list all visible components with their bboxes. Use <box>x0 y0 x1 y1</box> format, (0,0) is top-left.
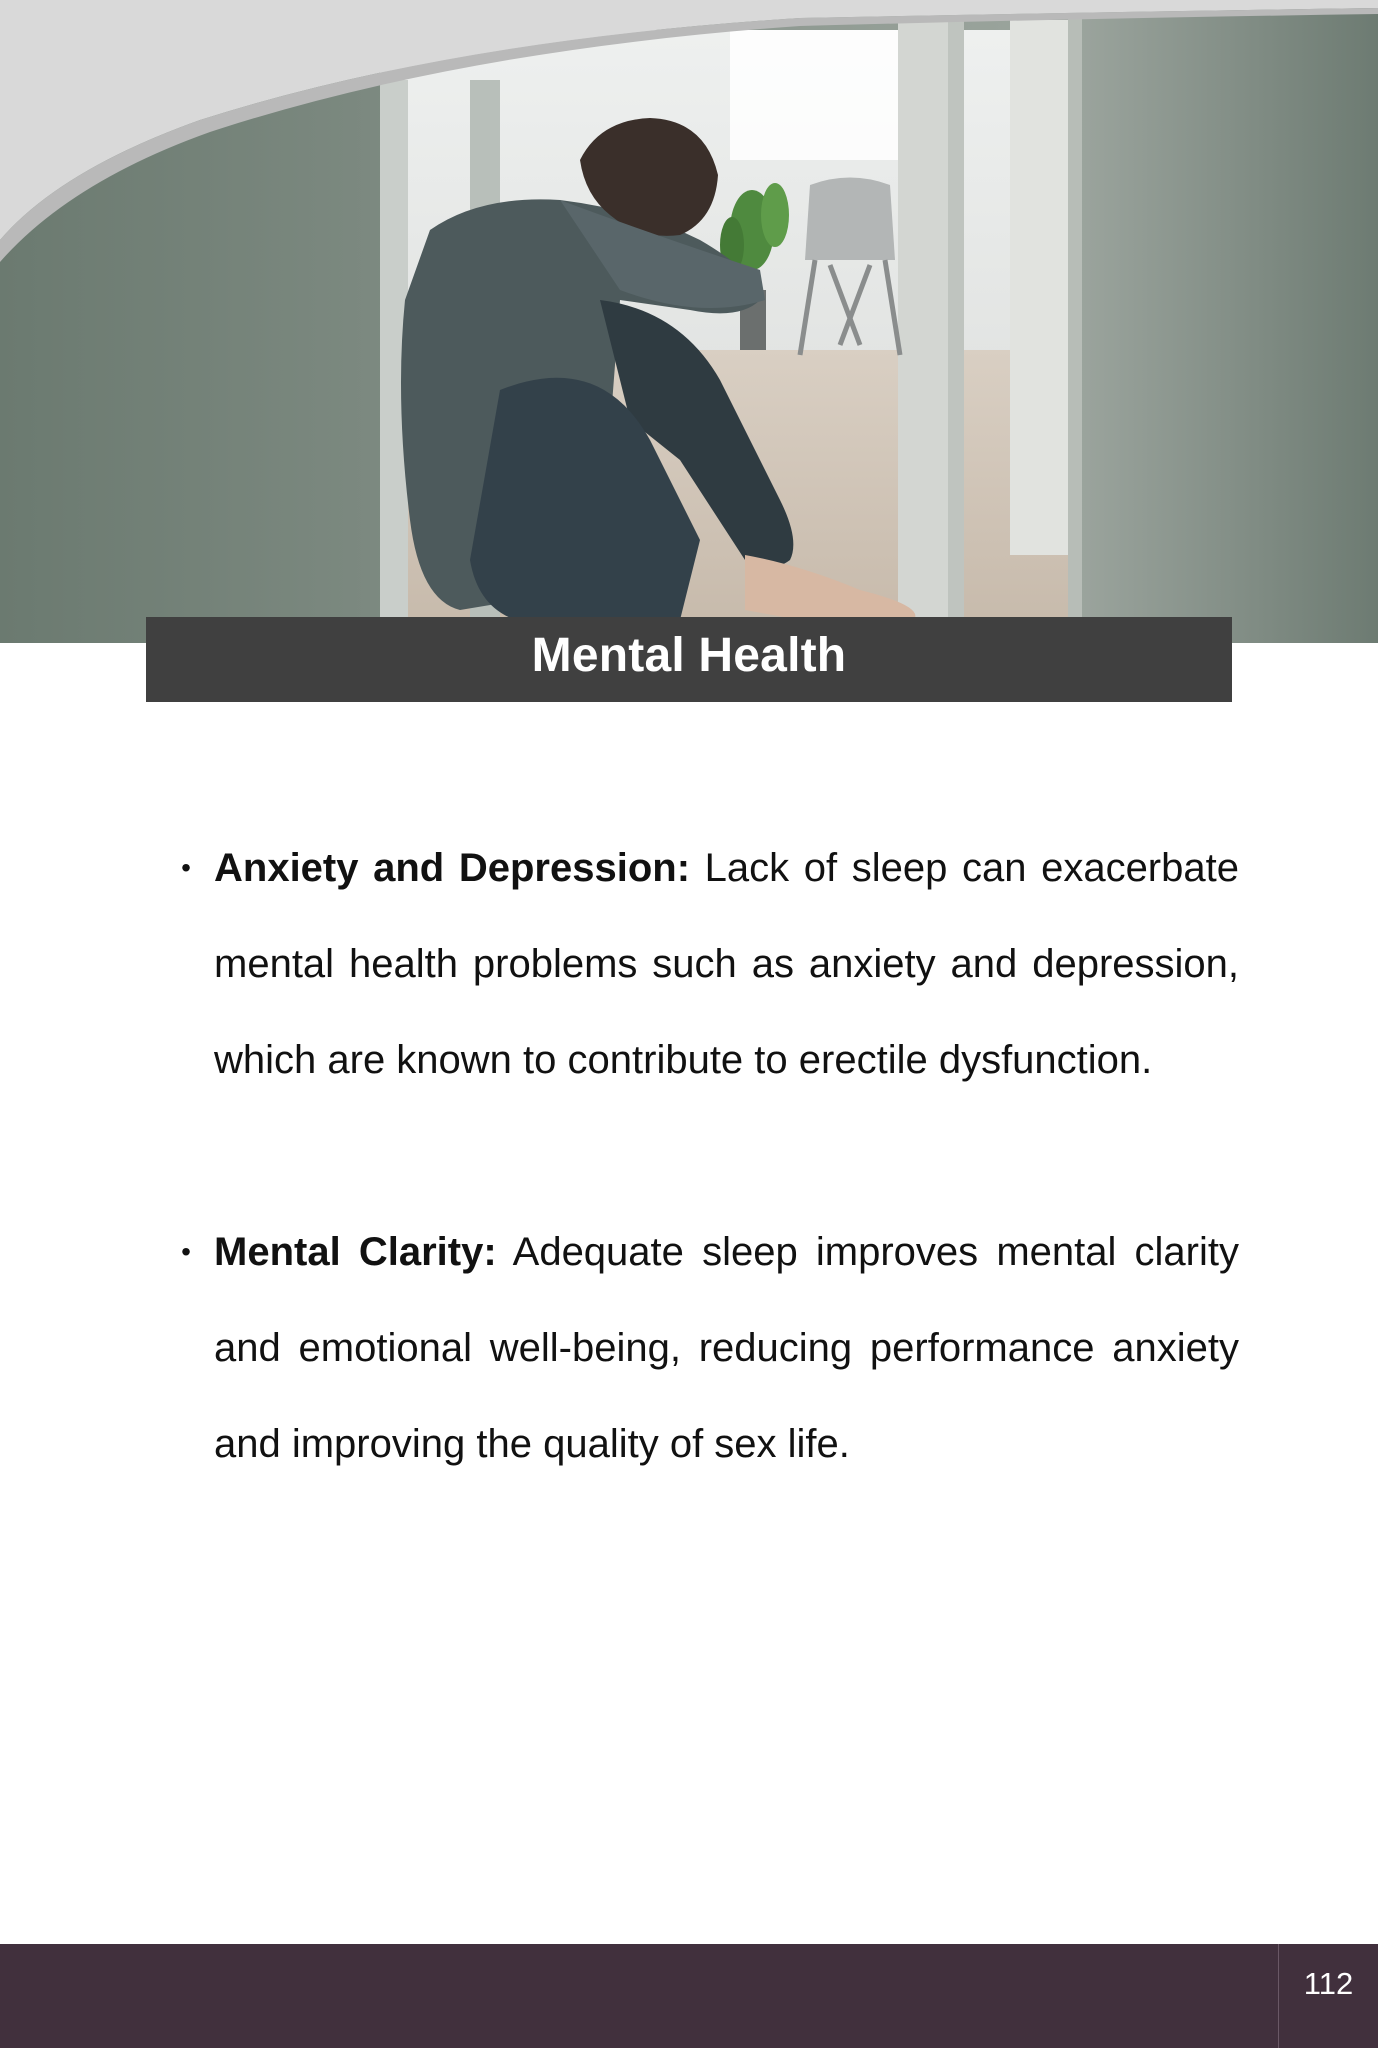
bullet-dot-icon: • <box>181 852 191 883</box>
page-title: Mental Health <box>531 628 847 682</box>
bullet-term: Mental Clarity: <box>214 1230 497 1274</box>
page-footer <box>0 1944 1378 2048</box>
right-wall <box>1080 0 1378 643</box>
title-bar <box>146 617 1232 702</box>
page-number: 112 <box>1303 1966 1354 2001</box>
bullet-dot-icon: • <box>181 1236 191 1267</box>
hero-photo <box>0 0 1378 643</box>
hero-illustration <box>0 0 1378 643</box>
window-light <box>730 30 900 160</box>
bullet-text: Adequate sleep improves mental clarity and emotional well-being, reducing performance anxiety and improving the quality of sex life. <box>214 1230 1240 1466</box>
list-item <box>176 1204 1239 1492</box>
door-frame-right <box>898 20 948 643</box>
list-item <box>176 820 1239 1108</box>
bullet-list <box>176 820 1239 1492</box>
bullet-text: Lack of sleep can exacerbate mental health problems such as anxiety and depression, which are known to contribute to erectile dysfunction. <box>214 846 1239 1082</box>
bullet-term: Anxiety and Depression: <box>214 846 691 890</box>
open-door <box>1010 20 1068 555</box>
content-area <box>176 820 1239 1588</box>
